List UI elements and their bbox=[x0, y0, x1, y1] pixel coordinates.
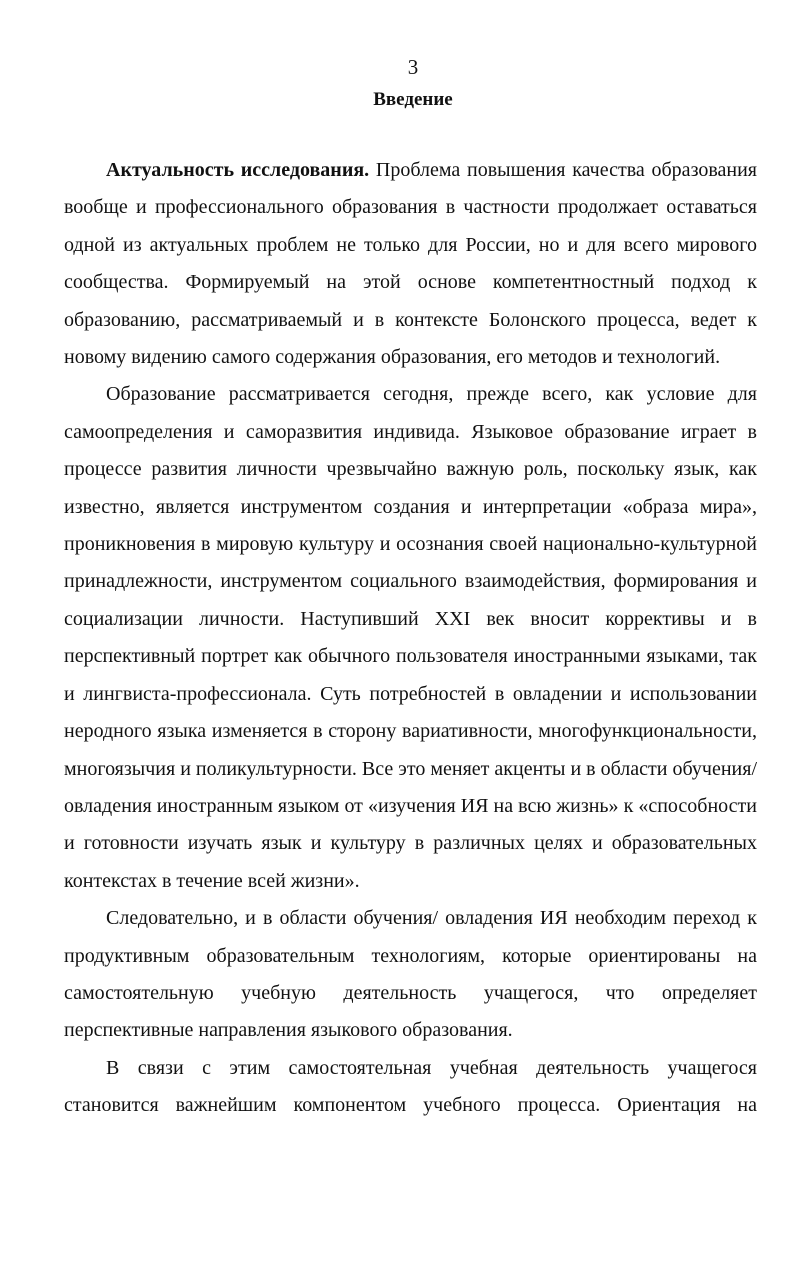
paragraph-education bbox=[64, 376, 757, 900]
paragraph-text: В связи с этим самостоятельная учебная деятельность учащегося становится важнейшим компонентом учебного процесса. Ориентация на bbox=[64, 1056, 757, 1117]
body-text bbox=[64, 152, 757, 1125]
paragraph-lead-heading: Актуальность исследования. bbox=[106, 159, 370, 181]
paragraph-relevance bbox=[64, 152, 757, 376]
paragraph-consequently bbox=[64, 900, 757, 1050]
paragraph-text: Образование рассматривается сегодня, прежде всего, как условие для самоопределения и саморазвития индивида. Языковое образование играет в процессе развития личности чрезвычайно важную роль, поскольку язык, как известно, является инструментом создания и интерпретации «образа мира», проникновения в мировую культуру и осознания своей национально-культурной принадлежности, инструментом социального взаимодействия, формирования и социализации личности. Наступивший XXI век вносит коррективы и в перспективный портрет как обычного пользователя иностранными языками, так и лингвиста-профессионала. Суть потребностей в овладении и использовании неродного языка изменяется в сторону вариативности, многофункциональности, многоязычия и поликультурности. Все это меняет акценты и в области обучения/ овладения иностранным языком от «изучения ИЯ на всю жизнь» к «способности и готовности изучать язык и культуру в различных целях и образовательных контекстах в течение всей жизни». bbox=[64, 383, 757, 892]
section-title: Введение bbox=[373, 89, 453, 110]
page-number: 3 bbox=[407, 55, 419, 79]
paragraph-text: Следовательно, и в области обучения/ овладения ИЯ необходим переход к продуктивным образовательным технологиям, которые ориентированы на самостоятельную учебную деятельность учащегося, что определяет перспективные направления языкового образования. bbox=[64, 907, 757, 1042]
paragraph-text: Проблема повышения качества образования вообще и профессионального образования в частности продолжает оставаться одной из актуальных проблем не только для России, но и для всего мирового сообщества. Формируемый на этой основе компетентностный подход к образованию, рассматриваемый и в контексте Болонского процесса, ведет к новому видению самого содержания образования, его методов и технологий. bbox=[64, 159, 758, 369]
paragraph-in-connection bbox=[64, 1050, 757, 1125]
